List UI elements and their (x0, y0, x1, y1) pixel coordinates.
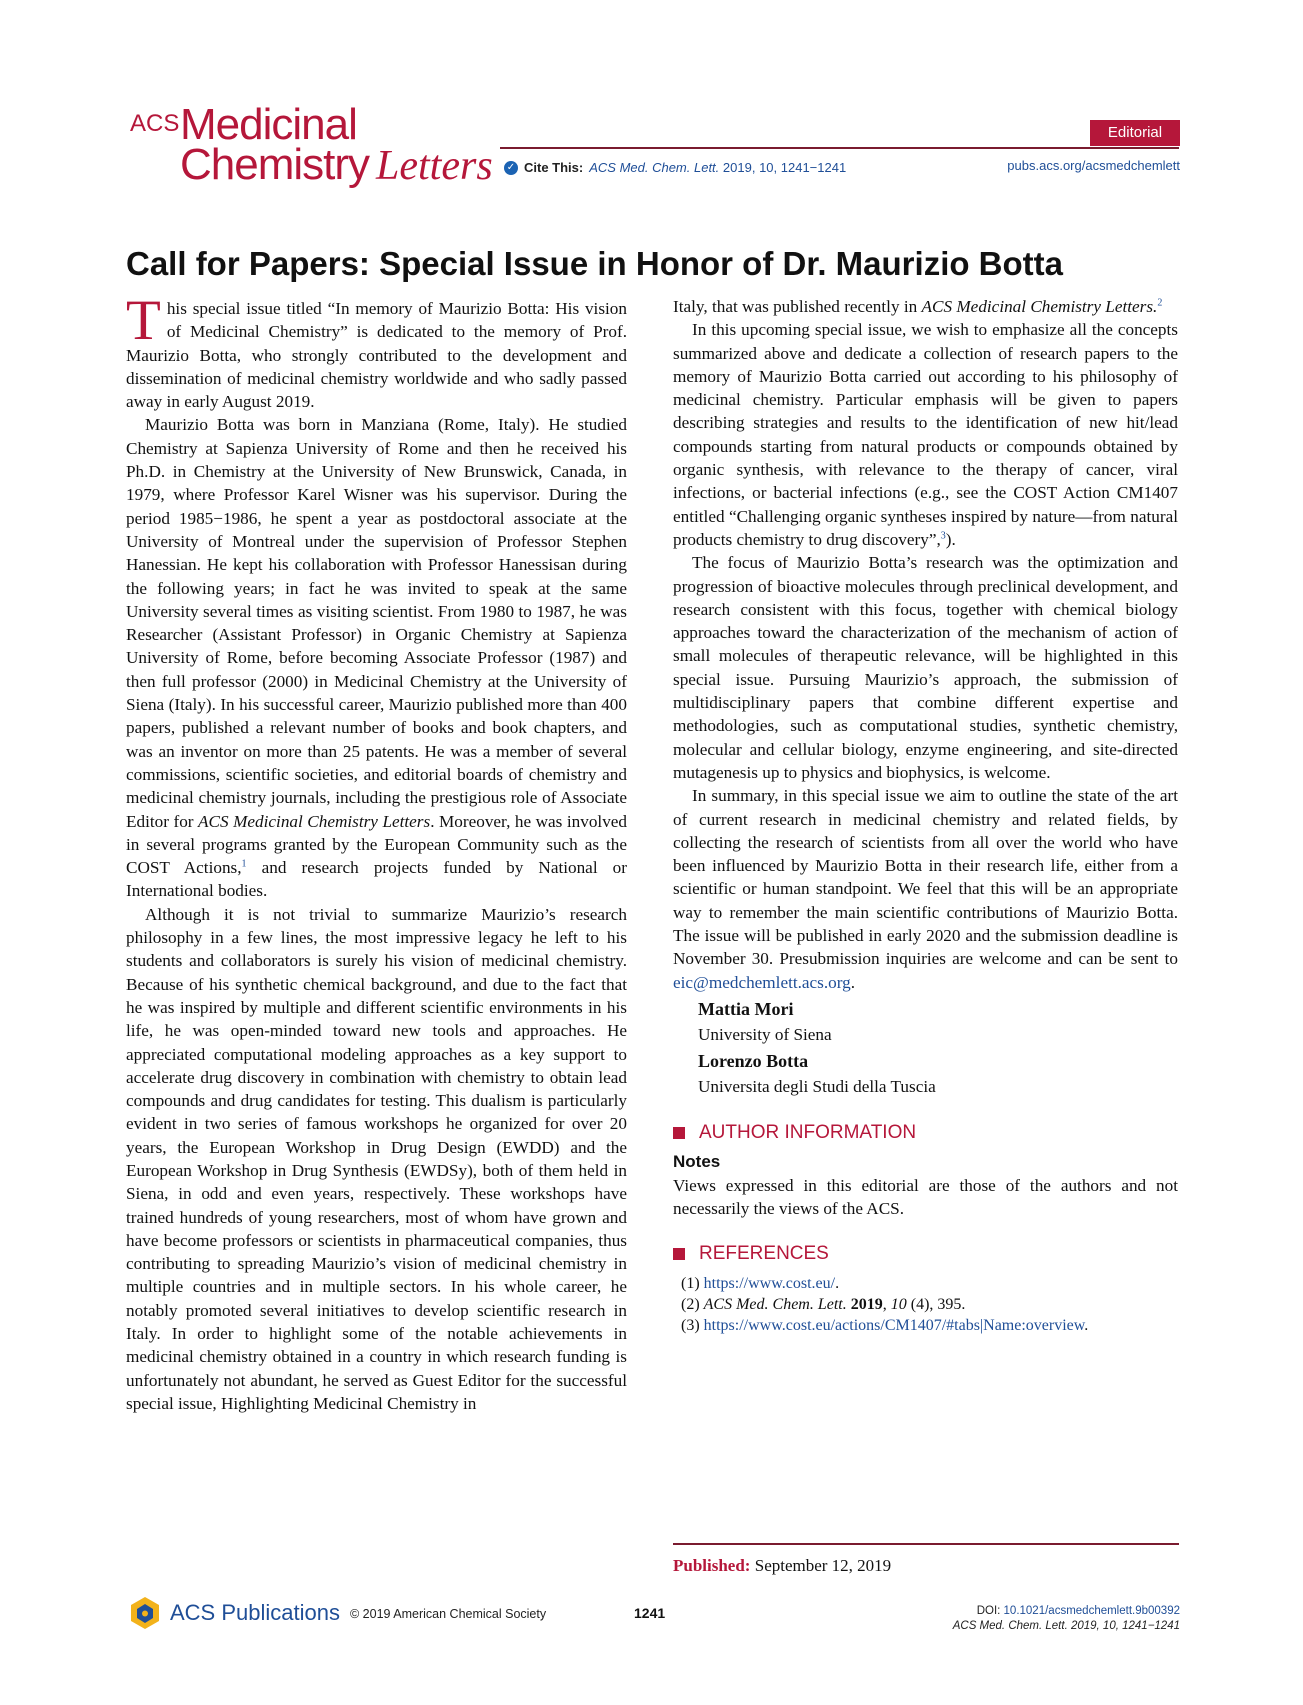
page-number: 1241 (634, 1605, 666, 1621)
published-date: September 12, 2019 (754, 1556, 892, 1575)
paragraph-6-text-a: In summary, in this special issue we aim to outline the state of the art of current research in medicinal chemistry and related fields, by collecting the research of scientists from all over the world who have been influenced by Maurizio Botta in their research life, either from a scientific or human standpoint. We feel that this will be an appropriate way to remember the main scientific contributions of Maurizio Botta. The issue will be published in early 2020 and the submission deadline is November 30. Presubmission inquiries are welcome and can be sent to (673, 786, 1178, 969)
references-heading-text: REFERENCES (699, 1242, 829, 1264)
paragraph-4-text-a: In this upcoming special issue, we wish to emphasize all the concepts summarized above and dedicate a collection of research papers to the memory of Maurizio Botta carried out according to his philosophy of medicinal chemistry. Particular emphasis will be given to papers describing strategies and results to the identification of new hit/lead compounds starting from natural products or compounds obtained by organic synthesis, with relevance to the therapy of cancer, viral infections, or bacterial infections (e.g., see the COST Action CM1407 entitled “Challenging organic syntheses inspired by nature—from natural products chemistry to drug discovery”, (673, 320, 1178, 549)
logo-letters-text: Letters (376, 143, 493, 189)
paragraph-3-cont-text: Italy, that was published recently in (673, 297, 918, 316)
paragraph-6-text-b: . (850, 972, 856, 992)
journal-name-italic-2: ACS Medicinal Chemistry Letters. (921, 297, 1158, 316)
reference-1-link[interactable]: https://www.cost.eu/ (703, 1274, 836, 1292)
paragraph-3-continued (673, 295, 1178, 318)
author-name: Mattia Mori (698, 998, 794, 1019)
editorial-badge: Editorial (1090, 120, 1180, 146)
paragraph-4 (673, 318, 1178, 551)
cite-journal: ACS Med. Chem. Lett. (589, 160, 720, 175)
paragraph-4-text-b: ). (945, 529, 956, 549)
citation-3-link[interactable]: 3 (940, 530, 946, 542)
reference-2-pages: (4), 395. (910, 1295, 966, 1313)
cite-details: 2019, 10, 1241−1241 (722, 160, 847, 175)
published-label: Published: (673, 1556, 751, 1575)
paragraph-2-text-c: and research projects funded by National or International bodies. (126, 858, 627, 901)
reference-number: (1) (681, 1274, 700, 1292)
citation-2-link[interactable]: 2 (1157, 297, 1163, 309)
article-title: Call for Papers: Special Issue in Honor of Dr. Maurizio Botta (126, 245, 1064, 282)
doi-block (953, 1604, 1180, 1634)
check-icon: ✓ (504, 161, 518, 175)
reference-2-year: 2019 (850, 1295, 883, 1313)
published-line (673, 1556, 891, 1576)
reference-number: (3) (681, 1316, 700, 1334)
paragraph-1 (126, 289, 627, 413)
references-heading (673, 1241, 1178, 1267)
reference-item-2: (2) ACS Med. Chem. Lett. 2019, 10 (4), 395. (681, 1295, 966, 1313)
published-divider (673, 1543, 1179, 1545)
reference-end: . (835, 1274, 840, 1292)
paragraph-5: The focus of Maurizio Botta’s research was the optimization and progression of bioactive molecules through preclinical development, and research consistent with this focus, together with chemical biology approaches toward the characterization of the mechanism of action of small molecules of therapeutic relevance, will be highlighted in this special issue. Pursuing Maurizio’s approach, the submission of multidisciplinary papers that combine different expertise and methodologies, such as computational studies, synthetic chemistry, molecular and cellular biology, enzyme engineering, and site-directed mutagenesis up to physics and biophysics, is welcome. (673, 553, 1178, 782)
paragraph-1-text: his special issue titled “In memory of Maurizio Botta: His vision of Medicinal Chemistry” is dedicated to the memory of Prof. Maurizio Botta, who strongly contributed to the development and dissemination of medicinal chemistry worldwide and who sadly passed away in early August 2019. (126, 299, 627, 412)
journal-name-italic: ACS Medicinal Chemistry Letters (198, 811, 431, 831)
logo-acs-text: ACS (130, 110, 180, 137)
journal-logo (128, 100, 498, 200)
header-divider (500, 147, 1179, 149)
journal-citation-footer: ACS Med. Chem. Lett. 2019, 10, 1241−1241 (952, 1620, 1180, 1632)
notes-heading: Notes (673, 1151, 721, 1171)
acs-hexagon-icon (128, 1596, 162, 1630)
reference-number: (2) (681, 1295, 700, 1313)
copyright-text: © 2019 American Chemical Society (350, 1607, 547, 1621)
reference-list (673, 1273, 1178, 1336)
acs-publications-logo[interactable] (128, 1596, 340, 1630)
doi-link[interactable]: 10.1021/acsmedchemlett.9b00392 (1003, 1605, 1180, 1617)
publisher-name: ACS Publications (170, 1600, 340, 1625)
email-link[interactable]: eic@medchemlett.acs.org (673, 972, 851, 992)
citation-1-link[interactable]: 1 (241, 858, 247, 870)
reference-2-journal: ACS Med. Chem. Lett. (703, 1295, 847, 1313)
reference-2-volume: 10 (890, 1295, 907, 1313)
notes-text: Views expressed in this editorial are those of the authors and not necessarily the views of the ACS. (673, 1175, 1178, 1219)
section-square-icon (673, 1248, 685, 1260)
reference-end: . (1084, 1316, 1089, 1334)
doi-label: DOI: (976, 1605, 1001, 1617)
author-information-heading-text: AUTHOR INFORMATION (699, 1121, 917, 1143)
paragraph-6 (673, 784, 1178, 994)
left-column (126, 289, 628, 1415)
paragraph-2-text-a: Maurizio Botta was born in Manziana (Rome, Italy). He studied Chemistry at Sapienza University of Rome and then he received his Ph.D. in Chemistry at the University of New Brunswick, Canada, in 1979, where Professor Karel Wisner was his supervisor. During the period 1985−1986, he spent a year as postdoctoral associate at the University of Montreal under the supervision of Professor Stephen Hanessian. He kept his collaboration with Professor Hanessisan during the following years; in fact he was invited to speak at the same University several times as visiting scientist. From 1980 to 1987, he was Researcher (Assistant Professor) in Organic Chemistry at Sapienza University of Rome, before becoming Associate Professor (1987) and then full professor (2000) in Medicinal Chemistry at the University of Siena (Italy). In his successful career, Maurizio published more than 400 papers, published a relevant number of books and book chapters, and was an inventor on more than 25 patents. He was a member of several commissions, scientific societies, and editorial boards of chemistry and medicinal chemistry journals, including the prestigious role of Associate Editor for (126, 415, 627, 831)
author-affiliation: University of Siena (698, 1024, 832, 1044)
logo-medicinal-text: Medicinal (180, 100, 357, 149)
reference-3-link[interactable]: https://www.cost.eu/actions/CM1407/#tabs|Name:overview (703, 1316, 1085, 1334)
journal-url-link[interactable]: pubs.acs.org/acsmedchemlett (1007, 158, 1180, 173)
author-information-heading (673, 1120, 1178, 1146)
cite-reference[interactable] (589, 160, 846, 175)
author-affiliation: Universita degli Studi della Tuscia (698, 1076, 936, 1096)
logo-chemistry-text: Chemistry (180, 140, 370, 189)
right-column (673, 295, 1178, 1336)
reference-item-1 (673, 1273, 1178, 1294)
paragraph-2 (126, 413, 627, 902)
cite-label: Cite This: (524, 160, 584, 175)
paragraph-2-text-b: . Moreover, he was involved in several programs granted by the European Community such as the COST Actions, (126, 811, 628, 878)
section-square-icon (673, 1127, 685, 1139)
author-list (698, 996, 1178, 1100)
reference-item-3 (673, 1315, 1178, 1336)
drop-cap: T (126, 289, 161, 352)
author-name: Lorenzo Botta (698, 1050, 809, 1071)
cite-this-line[interactable] (504, 160, 846, 175)
paragraph-3: Although it is not trivial to summarize Maurizio’s research philosophy in a few lines, the most impressive legacy he left to his students and collaborators is surely his vision of medicinal chemistry. Because of his synthetic chemical background, and due to the fact that he was inspired by multiple and different scientific environments in his life, he was open-minded toward new tools and approaches. He appreciated computational modeling approaches as a key support to accelerate drug discovery in combination with chemistry to obtain lead compounds and drug candidates for testing. This dualism is particularly evident in two series of famous workshops he organized for over 20 years, the European Workshop in Drug Design (EWDD) and the European Workshop in Drug Synthesis (EWDSy), both of them held in Siena, in odd and even years, respectively. These workshops have trained hundreds of young researchers, most of whom have grown and have become professors or scientists in pharmaceutical companies, thus contributing to spreading Maurizio’s vision of medicinal chemistry in multiple countries and in multiple sectors. In his whole career, he notably promoted several initiatives to develop scientific research in Italy. In order to highlight some of the notable achievements in medicinal chemistry obtained in a country in which research funding is unfortunately not abundant, he served as Guest Editor for the successful special issue, Highlighting Medicinal Chemistry in (126, 904, 627, 1413)
